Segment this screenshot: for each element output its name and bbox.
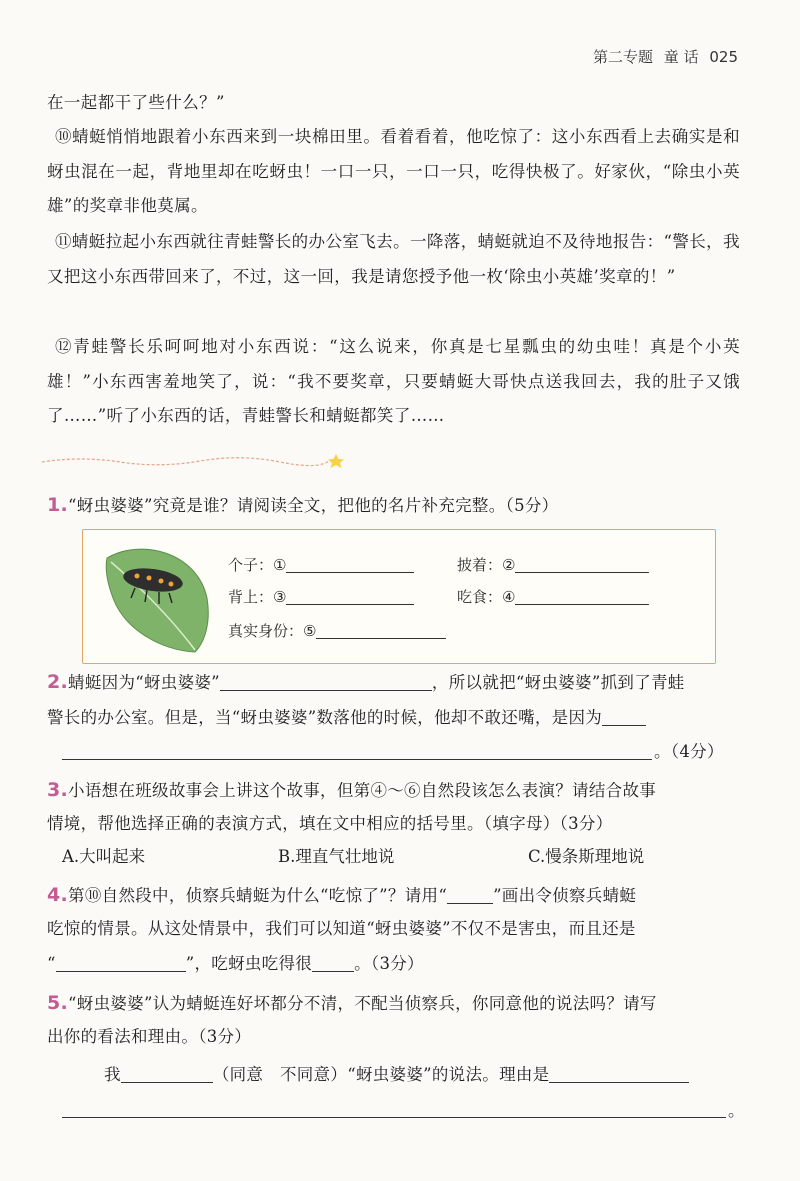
question-3-line-2: 情境，帮他选择正确的表演方式，填在文中相应的括号里。（填字母）（3分） [47,814,613,833]
q2-answer-line[interactable] [62,758,652,760]
blank-4[interactable] [515,588,649,605]
option-a: A.大叫起来 [62,847,146,866]
passage-paragraph-12: ⑫青蛙警长乐呵呵地对小东西说：“这么说来，你真是七星瓢虫的幼虫哇！真是个小英雄！”小东西害羞地笑了，说：“我不要奖章，只要蜻蜓大哥快点送我回去，我的肚子又饿了……”听了小东西的话，青蛙警长和蜻蜓都笑了…… [47,337,740,425]
q4-blank-2[interactable] [312,953,354,972]
page-header [587,46,738,67]
q5-reason-blank[interactable] [549,1064,689,1083]
star-icon [328,454,344,468]
blank-5[interactable] [316,622,446,639]
business-card [82,529,716,664]
ladybug-larva-on-leaf-icon [101,538,213,656]
card-field-back: 背上：③ [228,586,414,607]
question-5-line-2: 出你的看法和理由。（3分） [47,1027,252,1046]
passage-line-continuation: 在一起都干了些什么？” [47,93,225,112]
question-4-line-2: 吃惊的情景。从这处情景中，我们可以知道“蚜虫婆婆”不仅不是害虫，而且还是 [47,919,636,938]
question-3: 3.小语想在班级故事会上讲这个故事，但第④～⑥自然段该怎么表演？请结合故事 [47,779,657,801]
card-field-size: 个子：① [228,554,414,575]
passage-paragraph-11: ⑪蜻蜓拉起小东西就往青蛙警长的办公室飞去。一降落，蜻蜓就迫不及待地报告：“警长，我又把这小东西带回来了，不过，这一回，我是请您授予他一枚‘除虫小英雄’奖章的！” [47,232,740,286]
card-field-cover: 披着：② [457,554,649,575]
blank-1[interactable] [286,556,414,573]
question-2: 2.蜻蜓因为“蚜虫婆婆” ，所以就把“蚜虫婆婆”抓到了青蛙 [47,671,685,693]
question-2-line-2: 警长的办公室。但是，当“蚜虫婆婆”数落他的时候，他却不敢还嘴，是因为 [47,701,740,735]
section-label: 第二专题 [593,48,654,66]
blank-3[interactable] [286,588,414,605]
passage-paragraph-10: ⑩蜻蜓悄悄地跟着小东西来到一块棉田里。看着看着，他吃惊了：这小东西看上去确实是和蚜虫混在一起，背地里却在吃蚜虫！一口一只，一口一只，吃得快极了。好家伙，“除虫小英雄”的奖章非他莫属。 [47,127,740,215]
q5-answer-line[interactable] [62,1116,726,1118]
option-b: B.理直气壮地说 [278,847,395,866]
blank-2[interactable] [515,556,649,573]
card-field-identity: 真实身份：⑤ [228,620,446,641]
section-title: 童 话 [663,48,699,66]
question-4-line-3: “ ”，吃蚜虫吃得很 。（3分） [47,954,424,973]
q2-blank-2[interactable] [602,707,646,726]
question-5-line-3: 我 （同意 不同意）“蚜虫婆婆”的说法。理由是 [104,1058,744,1092]
q2-score: 。（4分） [654,742,724,761]
q5-choice-blank[interactable] [121,1064,213,1083]
page-number: 025 [709,48,738,66]
option-c: C.慢条斯理地说 [528,847,645,866]
q4-blank-1[interactable] [56,953,186,972]
q2-blank-1[interactable] [220,672,432,691]
decorative-divider [40,450,360,470]
question-4: 4.第⑩自然段中，侦察兵蜻蜓为什么“吃惊了”？请用“ ”画出令侦察兵蜻蜓 [47,884,637,906]
q5-end-mark: 。 [728,1101,745,1120]
card-field-food: 吃食：④ [457,586,649,607]
question-5: 5.“蚜虫婆婆”认为蜻蜓连好坏都分不清，不配当侦察兵，你同意他的说法吗？请写 [47,992,657,1014]
q4-underline-sample [447,885,493,904]
question-1: 1.“蚜虫婆婆”究竟是谁？请阅读全文，把他的名片补充完整。（5分） [47,494,559,516]
